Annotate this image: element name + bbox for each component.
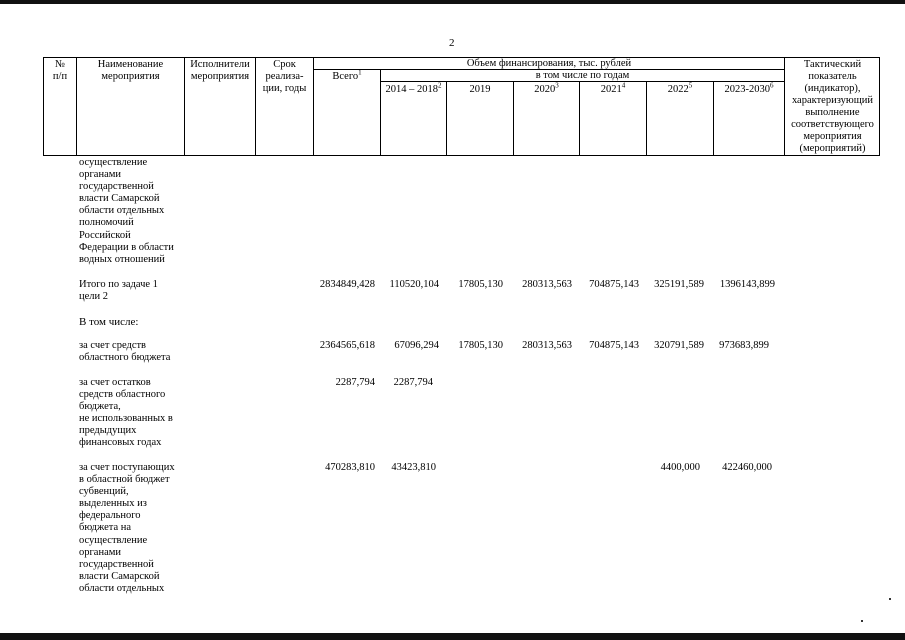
table-header — [43, 57, 880, 156]
row-regional-value-2023-2030: 973683,899 — [719, 340, 769, 351]
row-subvention-value-all: 470283,810 — [325, 462, 375, 473]
header-financing-title: Объем финансирования, тыс. рублей — [466, 58, 632, 69]
row-including-label: В том числе: — [79, 316, 139, 328]
header-col-executors: Исполнители мероприятия — [190, 59, 250, 82]
row-total-value-all: 2834849,428 — [319, 279, 375, 290]
row-remains-value-all: 2287,794 — [335, 377, 375, 388]
row-regional-value-2019: 17805,130 — [458, 340, 503, 351]
row-subvention-value-2023-2030: 422460,000 — [722, 462, 772, 473]
header-col-term: Срок реализа- ции, годы — [262, 59, 307, 94]
header-year-1: 2014 – 2018$^2$ — [385, 81, 442, 95]
page-number: 2 — [449, 37, 455, 49]
row-total-value-2014-2018: 110520,104 — [389, 279, 439, 290]
row-subvention-value-2022: 4400,000 — [660, 462, 700, 473]
scan-speck — [889, 598, 891, 600]
header-col-number: № п/п — [52, 59, 68, 82]
row-total-name: Итого по задаче 1 цели 2 — [79, 279, 158, 303]
scan-border-bottom — [0, 633, 905, 640]
row-remains-name: за счет остатков средств областного бюджета, не использованных в предыдущих финансовых годах — [79, 377, 173, 449]
row-regional-value-2021: 704875,143 — [589, 340, 639, 351]
row-total-value-2019: 17805,130 — [458, 279, 503, 290]
row-regional-value-2020: 280313,563 — [522, 340, 572, 351]
scan-speck — [861, 620, 863, 622]
row-total-value-2023-2030: 1396143,899 — [719, 279, 775, 290]
header-year-3: 2020$^3$ — [534, 81, 559, 95]
header-year-6: 2023-2030$^6$ — [724, 81, 774, 95]
header-col-indicator: Тактический показатель (индикатор), характеризующий выполнение соответствующего мероприятия (мероприятий) — [791, 59, 874, 154]
row-regional-budget-name: за счет средств областного бюджета — [79, 340, 171, 364]
row-regional-value-2014-2018: 67096,294 — [394, 340, 439, 351]
row-regional-value-2022: 320791,589 — [654, 340, 704, 351]
header-year-2: 2019 — [469, 84, 491, 95]
row-total-value-2020: 280313,563 — [522, 279, 572, 290]
header-year-5: 2022$^5$ — [667, 81, 693, 95]
header-by-years: в том числе по годам — [535, 70, 630, 81]
row-subvention-name: за счет поступающих в областной бюджет субвенций, выделенных из федерального бюджета на осуществление органами государственной власти Самарской области отдельных — [79, 462, 175, 594]
row-remains-value-2014-2018: 2287,794 — [393, 377, 433, 388]
row-total-value-2021: 704875,143 — [589, 279, 639, 290]
header-total: Всего$^1$ — [332, 68, 362, 82]
row-total-value-2022: 325191,589 — [654, 279, 704, 290]
header-year-4: 2021$^4$ — [600, 81, 626, 95]
row-regional-value-all: 2364565,618 — [319, 340, 375, 351]
row-subvention-value-2014-2018: 43423,810 — [391, 462, 436, 473]
scan-border-top — [0, 0, 905, 4]
row-continuation-name: осуществление органами государственной власти Самарской области отдельных полномочий Российской Федерации в области водных отношений — [79, 157, 174, 265]
header-col-name: Наименование мероприятия — [97, 59, 164, 82]
